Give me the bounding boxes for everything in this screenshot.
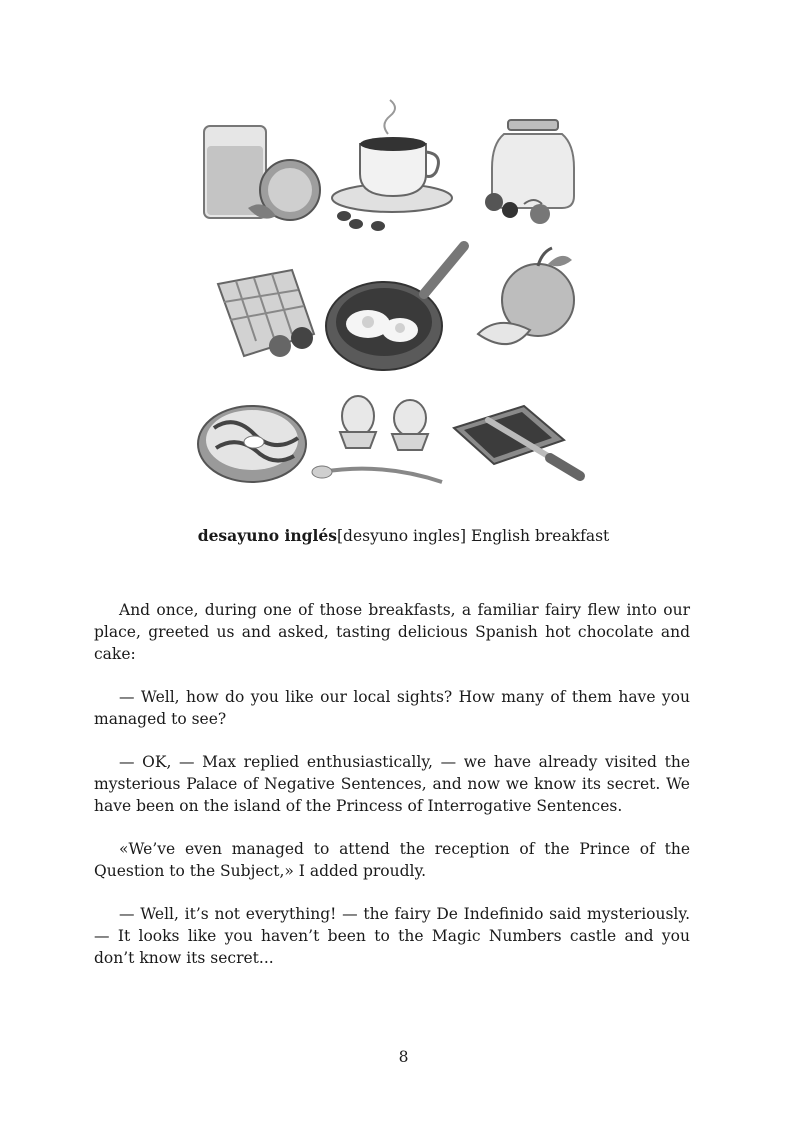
donut-icon (198, 406, 306, 482)
orange-juice-icon (204, 126, 320, 220)
apple-icon (478, 248, 574, 344)
caption-term: desayuno inglés (197, 526, 337, 545)
frying-pan-eggs-icon (326, 246, 464, 370)
boiled-eggs-icon (312, 396, 442, 482)
page-number: 8 (398, 1048, 409, 1066)
paragraph: «We’ve even managed to attend the reception of the Prince of the Question to the Subject,» I added proudly. (94, 840, 690, 880)
paragraph: And once, during one of those breakfasts, a familiar fairy flew into our place, greeted us and asked, tasting delicious Spanish hot chocolate and cake: (94, 601, 690, 663)
paragraph: — Well, how do you like our local sights? How many of them have you managed to see? (94, 688, 690, 728)
milk-jar-icon (485, 120, 574, 224)
caption-translation: [desyuno ingles] English breakfast (336, 527, 610, 545)
coffee-cup-icon (332, 100, 452, 231)
body-text (94, 599, 690, 990)
image-caption (0, 526, 807, 545)
toast-jam-icon (454, 406, 580, 476)
breakfast-illustration (188, 98, 598, 500)
waffle-icon (218, 270, 314, 357)
paragraph: — OK, — Max replied enthusiastically, — we have already visited the mysterious Palace of Negative Sentences, and now we know its secret. We have been on the island of the Princess of Interrogative Sentences. (94, 753, 690, 815)
paragraph: — Well, it’s not everything! — the fairy De Indefinido said mysteriously. — It looks like you haven’t been to the Magic Numbers castle and you don’t know its secret... (94, 905, 690, 967)
